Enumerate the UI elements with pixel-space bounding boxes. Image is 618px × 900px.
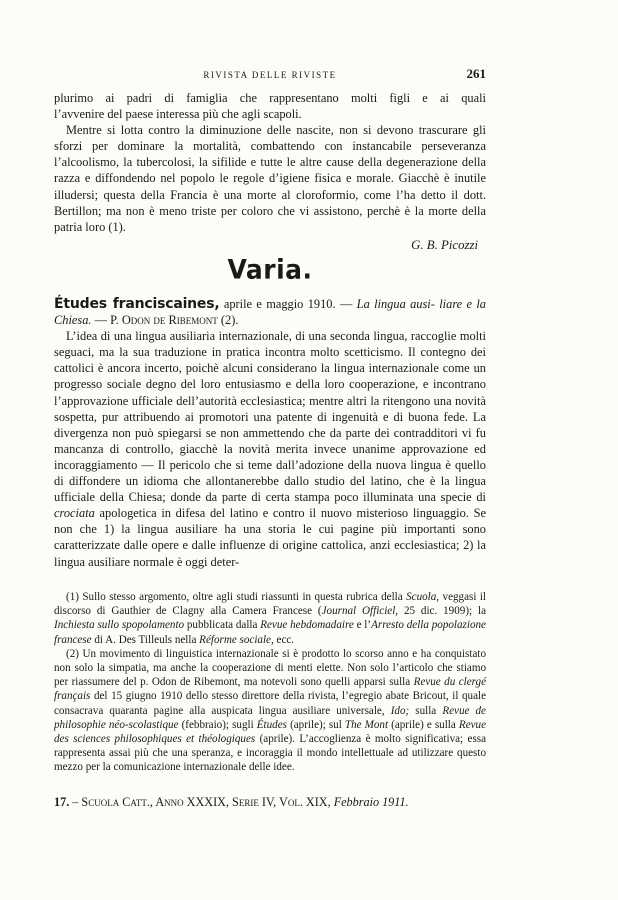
footnote-1 [54, 590, 486, 647]
previous-article-text [54, 90, 486, 235]
signature-number: 17. [54, 795, 70, 809]
running-header: RIVISTA DELLE RIVISTE [203, 70, 337, 80]
entry-heading [54, 296, 486, 328]
note-italic: Scuola, [406, 591, 440, 603]
paragraph: Mentre si lotta contro la diminuzione delle nascite, non si devono trascurare gli sforzi per dominare la mortalità, combattendo con instancabile perseveranza l’alcoolismo, la tubercolosi, la sifilide e tutte le altre cause della degenerazione della razza e diffondendo nel popolo le regole d’igiene fisica e morale. Giacchè è inutile illudersi; questa della Francia è una morte al cloroformio, come l’ha detto il dott. Bertillon; ma non è meno triste per coloro che vi assistono, perchè è la morte della patria loro (1). [54, 123, 486, 234]
footnote-2 [54, 647, 486, 775]
note-italic: The Mont [344, 718, 389, 731]
article-author: Odon de Ribemont [121, 313, 218, 328]
note-italic: Arresto della popolazione francese [54, 619, 486, 646]
paragraph-text: L’idea di una lingua ausiliaria internazionale, di una seconda lingua, raccoglie molti seguaci, ma la sua traduzione in pratica incontra molto scetticismo. Il contegno dei cattolici è ancora incerto, poichè alcuni considerano la lingua internazionale come un progresso sociale degno del loro entusiasmo e della loro cooperazione, e incontrano l’approvazione ufficiale dell’autorità ecclesiastica; mentre altri la ritengono una novità sospetta, pur attribuendo ai promotori una patente di ingenuità e di buona fede. La divergenza non può spiegarsi se non ammettendo che da parte dei contradditori vi fu mancanza di controllo, giacchè la novità merita invece unanime approvazione ed incoraggiamento — Il pericolo che si teme dall’adozione della nuova lingua è quello di diffondere un idioma che allontanerebbe dallo studio del latino, che è la lingua ufficiale della Chiesa; donde da parte di certa stampa poco illuminata una specie di [54, 329, 486, 505]
note-text: pubblicata dalla [186, 619, 258, 632]
note-text: del 15 giugno 1910 dello stesso direttore della rivista, l’egregio abate Bricout, il quale consacrava quaranta pagine alla auspicata lingua ausiliare universale, [54, 690, 486, 717]
signature-footer [54, 795, 486, 810]
note-italic: Journal Officiel, [321, 605, 399, 618]
note-italic: Revue de philosophie néo-scolastique [54, 704, 486, 731]
note-italic: Études [256, 718, 287, 731]
paragraph [54, 328, 486, 569]
author-signature: G. B. Picozzi [411, 238, 478, 252]
review-entry [54, 296, 486, 570]
author-prefix: — P. [94, 313, 119, 328]
note-italic: Ido; [390, 704, 410, 717]
note-text: di A. Des Tilleuls nella [94, 633, 197, 646]
note-text: 25 dic. 1909); la [403, 605, 486, 618]
note-text: (aprile) e sulla [391, 718, 456, 731]
italic-word: crociata [54, 506, 95, 521]
note-text: (aprile); sul [290, 718, 342, 731]
note-text: (febbraio); sugli [181, 718, 254, 731]
note-italic: Revue des sciences philosophiques et théologiques [54, 718, 487, 746]
article-title-part: La lingua ausi- [356, 297, 435, 311]
paragraph-text: apologetica in difesa del latino e contro il nuovo misterioso linguaggio. Se non che 1) la lingua ausiliare ha una storia le cui pagine più importanti sono caratterizzate dalle opere e dalle influenze di origine cattolica, anzi ecclesiastica; 2) la lingua ausiliare normale è oggi deter- [54, 506, 486, 569]
text-line: l’avvenire del paese interessa più che agli scapoli. [54, 107, 302, 122]
page-number: 261 [466, 66, 486, 81]
note-text: (1) Sullo stesso argomento, oltre agli studi riassunti in questa rubrica della [66, 591, 403, 603]
publication-date: Febbraio 1911. [333, 795, 409, 809]
note-text: veggasi il discorso di Gauthier de Clagny alla Camera Francese ( [54, 591, 486, 618]
note-italic: Inchiesta sullo spopolamento [54, 619, 185, 632]
article-title-part: liare e la Chiesa. [54, 297, 486, 328]
entry-date: aprile e maggio 1910. — [223, 297, 353, 311]
note-text: (2) Un movimento di linguistica internazionale si è prodotto lo scorso anno e ha conquistato non solo la simpatia, ma anche la cooperazione di menti elette. Non solo l’articolo che stiamo per riassumere del p. Odon de Ribemont, ma notevoli sono quelli apparsi sulla [54, 647, 486, 689]
text-line: plurimo ai padri di famiglia che rappresentano molti figli e ai quali [54, 91, 486, 105]
note-text: ecc. [276, 633, 295, 646]
note-italic: Réforme sociale, [199, 633, 274, 646]
publication-info: – Scuola Catt., Anno XXXIX, Serie IV, Vol. XIX, [72, 795, 331, 809]
section-title: Varia. [227, 254, 313, 285]
note-text: (aprile). L’accoglienza è molto significativa; essa rappresenta assai più che una speranza, e incoraggia il mondo intellettuale ad utilizzare questo mezzo per la comunicazione internazionale delle idee. [54, 733, 486, 774]
note-italic: Revue du clergé français [54, 676, 487, 703]
note-text: e l’ [356, 619, 372, 632]
note-italic: Revue hebdomadaire [260, 619, 354, 632]
footnote-ref: (2). [220, 313, 239, 328]
footnotes [54, 590, 486, 775]
note-text: sulla [415, 704, 437, 717]
journal-name: Études franciscaines, [54, 296, 220, 312]
